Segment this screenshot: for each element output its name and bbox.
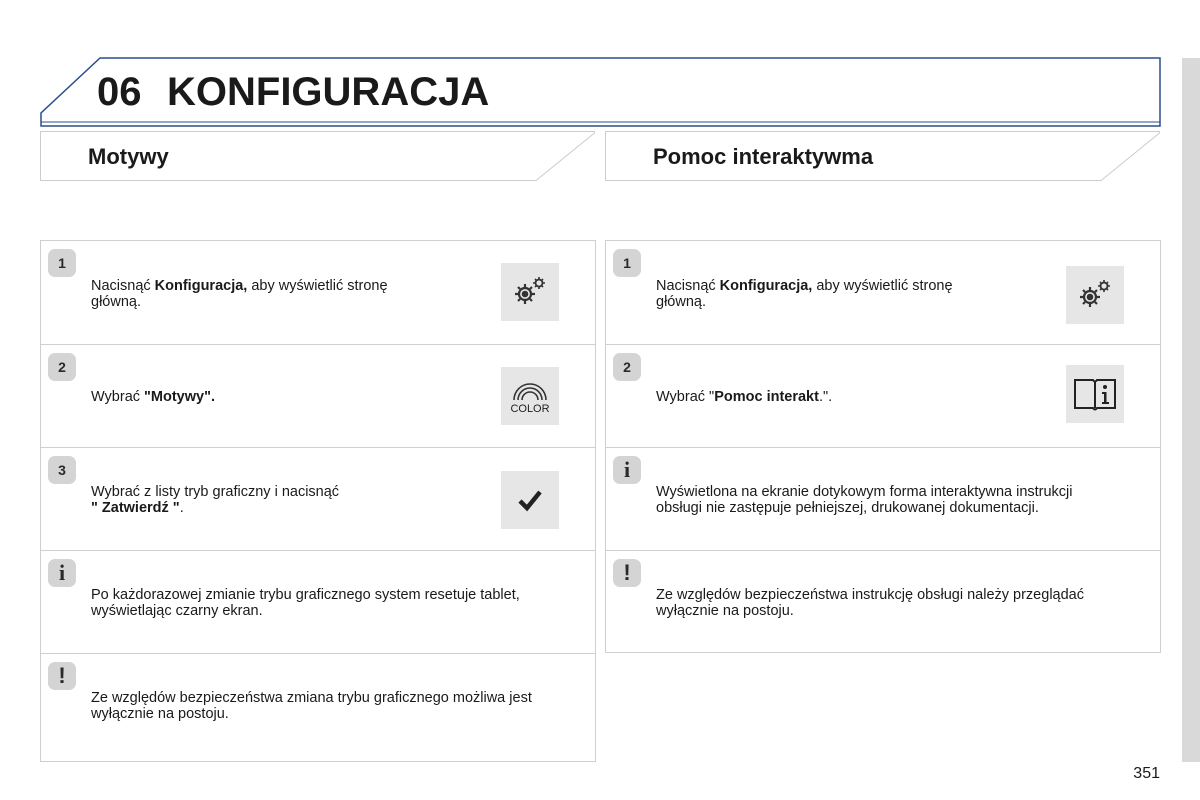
warning-row xyxy=(41,654,595,761)
text-segment: główną. xyxy=(91,294,141,310)
text-bold-segment: Pomoc interakt xyxy=(714,389,819,405)
step-text xyxy=(656,389,832,405)
chapter-header xyxy=(40,57,1161,127)
page-number: 351 xyxy=(1133,765,1160,782)
text-bold-segment: Konfiguracja, xyxy=(154,278,248,294)
warning-icon: ! xyxy=(58,663,66,688)
step-badge xyxy=(48,456,76,484)
text-segment: główną. xyxy=(656,294,706,310)
info-text xyxy=(656,484,1073,516)
step-row xyxy=(606,241,1160,345)
text-segment: Nacisnąć xyxy=(656,278,720,294)
color-rainbow-icon[interactable] xyxy=(501,367,559,425)
info-text xyxy=(91,587,520,619)
step-text xyxy=(91,278,388,310)
section-header-right xyxy=(605,131,1160,181)
warning-badge xyxy=(48,662,76,690)
step-row xyxy=(41,448,595,551)
text-segment: Nacisnąć xyxy=(91,278,155,294)
icon-label: COLOR xyxy=(510,403,550,415)
step-badge xyxy=(48,249,76,277)
info-badge xyxy=(48,559,76,587)
step-text xyxy=(91,484,339,516)
text-bold-segment: " Zatwierdź " xyxy=(91,500,180,516)
step-row xyxy=(606,345,1160,448)
step-row xyxy=(41,345,595,448)
warning-badge xyxy=(613,559,641,587)
step-number: 2 xyxy=(623,359,631,375)
chapter-title: KONFIGURACJA xyxy=(167,70,490,114)
step-badge xyxy=(613,353,641,381)
warning-icon: ! xyxy=(623,560,631,585)
text-segment: aby wyświetlić stronę xyxy=(247,278,388,294)
text-segment: . xyxy=(179,500,184,516)
info-icon: i xyxy=(623,457,631,482)
text-segment: wyświetlając czarny ekran. xyxy=(91,603,263,619)
step-number: 1 xyxy=(58,255,66,271)
settings-gear-icon[interactable] xyxy=(501,263,559,321)
left-steps-panel xyxy=(40,240,596,762)
text-bold-segment: "Motywy". xyxy=(144,389,215,405)
section-title: Pomoc interaktywma xyxy=(653,144,874,169)
section-title: Motywy xyxy=(88,144,169,169)
info-book-icon[interactable] xyxy=(1066,365,1124,423)
info-badge xyxy=(613,456,641,484)
page-edge-bar xyxy=(1182,58,1200,762)
step-badge xyxy=(613,249,641,277)
text-segment: Wybrać z listy tryb graficzny i nacisnąć xyxy=(91,484,340,500)
text-segment: wyłącznie na postoju. xyxy=(656,603,794,619)
text-segment: obsługi nie zastępuje pełniejszej, drukowanej dokumentacji. xyxy=(656,500,1039,516)
section-header-left xyxy=(40,131,595,181)
step-text xyxy=(656,278,953,310)
step-number: 2 xyxy=(58,359,66,375)
info-row xyxy=(606,448,1160,551)
text-segment: wyłącznie na postoju. xyxy=(91,706,229,722)
text-segment: Wyświetlona na ekranie dotykowym forma interaktywna instrukcji xyxy=(656,484,1073,500)
step-text xyxy=(91,389,215,405)
step-row xyxy=(41,241,595,345)
warning-text xyxy=(656,587,1084,619)
step-number: 1 xyxy=(623,255,631,271)
info-icon: i xyxy=(58,560,66,585)
warning-text xyxy=(91,690,532,722)
step-badge xyxy=(48,353,76,381)
text-bold-segment: Konfiguracja, xyxy=(719,278,813,294)
text-segment: Wybrać xyxy=(91,389,145,405)
settings-gear-icon[interactable] xyxy=(1066,266,1124,324)
warning-row xyxy=(606,551,1160,652)
step-number: 3 xyxy=(58,462,66,478)
text-segment: .". xyxy=(818,389,833,405)
text-segment: Po każdorazowej zmianie trybu graficznego system resetuje tablet, xyxy=(91,587,520,603)
checkmark-icon[interactable] xyxy=(501,471,559,529)
text-segment: Wybrać " xyxy=(656,389,715,405)
info-row xyxy=(41,551,595,654)
right-steps-panel xyxy=(605,240,1161,653)
text-segment: aby wyświetlić stronę xyxy=(812,278,953,294)
text-segment: Ze względów bezpieczeństwa zmiana trybu graficznego możliwa jest xyxy=(91,690,532,706)
text-segment: Ze względów bezpieczeństwa instrukcję obsługi należy przeglądać xyxy=(656,587,1084,603)
chapter-number: 06 xyxy=(97,70,142,114)
